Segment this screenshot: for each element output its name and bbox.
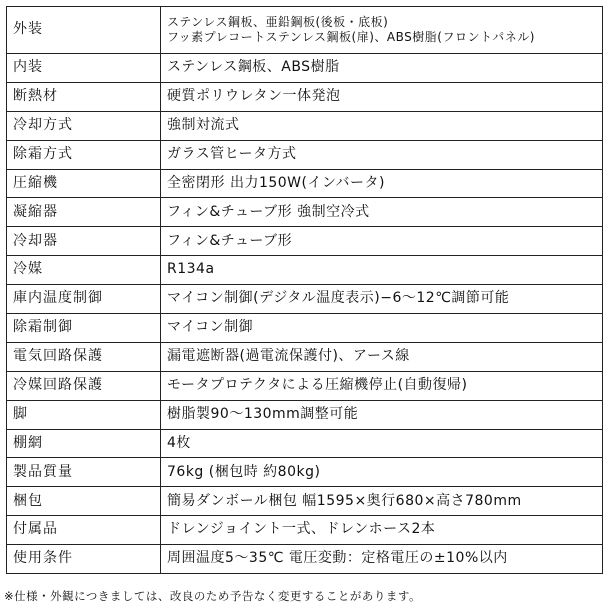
spec-row bbox=[7, 140, 603, 169]
spec-value-line: 硬質ポリウレタン一体発泡 bbox=[167, 88, 341, 105]
spec-value bbox=[161, 227, 603, 256]
spec-value bbox=[161, 314, 603, 343]
spec-row bbox=[7, 82, 603, 111]
spec-value-line: 樹脂製90〜130mm調整可能 bbox=[167, 405, 359, 422]
spec-row bbox=[7, 516, 603, 545]
spec-value-line: ステンレス鋼板、亜鉛鋼板(後板・底板) bbox=[167, 15, 389, 29]
spec-row bbox=[7, 400, 603, 429]
spec-value-line: モータプロテクタによる圧縮機停止(自動復帰) bbox=[167, 376, 468, 393]
spec-label: 製品質量 bbox=[7, 458, 161, 487]
spec-table bbox=[6, 6, 603, 574]
spec-value bbox=[161, 54, 603, 83]
spec-row bbox=[7, 198, 603, 227]
spec-label: 冷媒回路保護 bbox=[7, 371, 161, 400]
spec-row bbox=[7, 342, 603, 371]
spec-value-line: ガラス管ヒータ方式 bbox=[167, 145, 297, 162]
spec-label: 内装 bbox=[7, 54, 161, 83]
spec-value bbox=[161, 7, 603, 54]
spec-label: 断熱材 bbox=[7, 82, 161, 111]
spec-value bbox=[161, 545, 603, 574]
spec-value bbox=[161, 82, 603, 111]
spec-row bbox=[7, 545, 603, 574]
spec-label: 冷媒 bbox=[7, 256, 161, 285]
spec-row bbox=[7, 314, 603, 343]
spec-value-line: 簡易ダンボール梱包 幅1595×奥行680×高さ780mm bbox=[167, 492, 522, 509]
spec-label: 電気回路保護 bbox=[7, 342, 161, 371]
spec-value-line: フッ素プレコートステンレス鋼板(扉)、ABS樹脂(フロントパネル) bbox=[167, 30, 535, 44]
spec-value bbox=[161, 400, 603, 429]
spec-value bbox=[161, 342, 603, 371]
spec-value-line: 全密閉形 出力150W(インバータ) bbox=[167, 174, 385, 191]
spec-label: 梱包 bbox=[7, 487, 161, 516]
spec-value-line: フィン&チューブ形 bbox=[167, 232, 293, 249]
spec-value-line: ステンレス鋼板、ABS樹脂 bbox=[167, 59, 340, 76]
spec-row bbox=[7, 371, 603, 400]
spec-value-line: フィン&チューブ形 強制空冷式 bbox=[167, 203, 370, 220]
spec-value bbox=[161, 458, 603, 487]
spec-value-line: 漏電遮断器(過電流保護付)、アース線 bbox=[167, 348, 410, 365]
spec-table-body bbox=[7, 7, 603, 574]
spec-label: 冷却器 bbox=[7, 227, 161, 256]
spec-value-line: マイコン制御 bbox=[167, 319, 254, 336]
spec-row bbox=[7, 487, 603, 516]
spec-value bbox=[161, 256, 603, 285]
spec-row bbox=[7, 54, 603, 83]
spec-row bbox=[7, 256, 603, 285]
spec-label: 使用条件 bbox=[7, 545, 161, 574]
spec-value-line: マイコン制御(デジタル温度表示)−6〜12℃調節可能 bbox=[167, 290, 510, 307]
spec-value bbox=[161, 487, 603, 516]
spec-row bbox=[7, 169, 603, 198]
spec-value bbox=[161, 516, 603, 545]
spec-value-line: ドレンジョイント一式、ドレンホース2本 bbox=[167, 521, 436, 538]
spec-label: 除霜方式 bbox=[7, 140, 161, 169]
spec-label: 外装 bbox=[7, 7, 161, 54]
spec-row bbox=[7, 227, 603, 256]
spec-value-line: 4枚 bbox=[167, 434, 191, 451]
spec-value bbox=[161, 140, 603, 169]
spec-value-line: R134a bbox=[167, 261, 215, 278]
footnote: ※仕様・外観につきましては、改良のため予告なく変更することがあります。 bbox=[4, 589, 421, 603]
spec-label: 凝縮器 bbox=[7, 198, 161, 227]
spec-value bbox=[161, 169, 603, 198]
spec-row bbox=[7, 458, 603, 487]
spec-value bbox=[161, 198, 603, 227]
spec-value-line: 周囲温度5〜35℃ 電圧変動：定格電圧の±10%以内 bbox=[167, 550, 508, 567]
spec-row bbox=[7, 429, 603, 458]
spec-row bbox=[7, 111, 603, 140]
spec-value bbox=[161, 429, 603, 458]
spec-label: 冷却方式 bbox=[7, 111, 161, 140]
spec-label: 除霜制御 bbox=[7, 314, 161, 343]
spec-label: 圧縮機 bbox=[7, 169, 161, 198]
spec-label: 脚 bbox=[7, 400, 161, 429]
spec-label: 棚網 bbox=[7, 429, 161, 458]
spec-value bbox=[161, 371, 603, 400]
spec-row bbox=[7, 7, 603, 54]
spec-value bbox=[161, 111, 603, 140]
spec-label: 庫内温度制御 bbox=[7, 285, 161, 314]
spec-value-line: 強制対流式 bbox=[167, 116, 240, 133]
spec-label: 付属品 bbox=[7, 516, 161, 545]
spec-row bbox=[7, 285, 603, 314]
spec-value-line: 76kg (梱包時 約80kg) bbox=[167, 463, 321, 480]
spec-value bbox=[161, 285, 603, 314]
